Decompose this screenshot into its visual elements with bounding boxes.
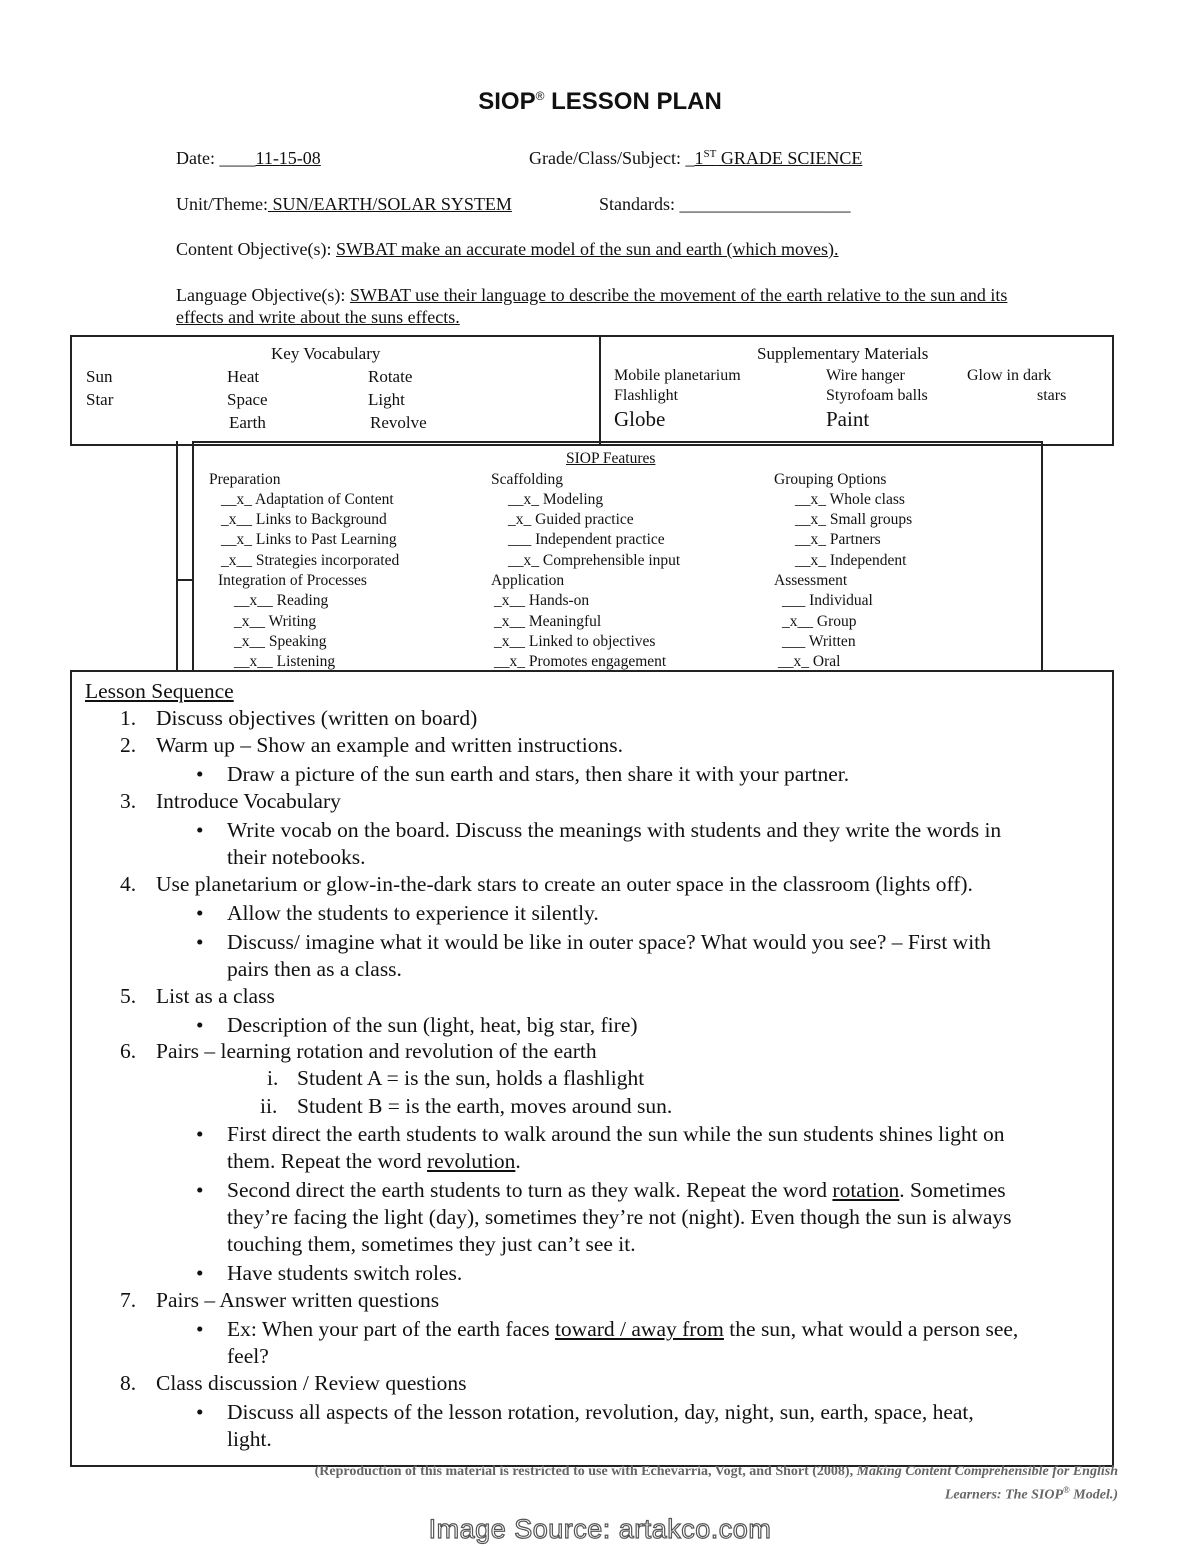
checklist-item: __x_ Promotes engagement bbox=[494, 653, 667, 670]
term-toward-away: toward / away from bbox=[554, 1317, 724, 1341]
copyright-notice-line2: Learners: The SIOP® Model.) bbox=[944, 1485, 1118, 1503]
siop-side-tick bbox=[176, 579, 194, 581]
material-item: Flashlight bbox=[614, 387, 679, 404]
title-siop: SIOP bbox=[478, 88, 536, 115]
step-text: Discuss objectives (written on board) bbox=[156, 706, 478, 730]
bullet-icon: • bbox=[196, 1261, 204, 1285]
vocab-word: Light bbox=[368, 390, 405, 409]
bullet-text: their notebooks. bbox=[227, 845, 366, 869]
language-objective-value-1: SWBAT use their language to describe the movement of the earth relative to the sun and its bbox=[349, 285, 1008, 305]
bullet-text: Discuss/ imagine what it would be like in outer space? What would you see? – First with bbox=[227, 930, 991, 954]
date-label: Date: ____ bbox=[176, 148, 256, 168]
content-objective-value: SWBAT make an accurate model of the sun and earth (which moves). bbox=[335, 239, 839, 259]
bullet-icon: • bbox=[196, 1178, 204, 1202]
language-objective-value-2: effects and write about the suns effects. bbox=[176, 307, 460, 327]
bullet-text: they’re facing the light (day), sometimes they’re not (night). Even though the sun is always bbox=[227, 1205, 1012, 1229]
step-text: Class discussion / Review questions bbox=[156, 1371, 467, 1395]
bullet-icon: • bbox=[196, 930, 204, 954]
step-number: 8. bbox=[120, 1371, 137, 1395]
checklist-item: ___ Independent practice bbox=[508, 531, 665, 548]
bullet-icon: • bbox=[196, 1317, 204, 1341]
bullet-text: touching them, sometimes they just can’t see it. bbox=[227, 1232, 636, 1256]
material-item: Globe bbox=[614, 407, 666, 431]
step-text: Introduce Vocabulary bbox=[156, 789, 341, 813]
step-number: 1. bbox=[120, 706, 137, 730]
language-objective-label: Language Objective(s): bbox=[176, 285, 350, 305]
bullet-icon: • bbox=[196, 818, 204, 842]
term-revolution: revolution bbox=[427, 1149, 516, 1173]
material-item: Paint bbox=[826, 407, 870, 431]
vocab-word: Space bbox=[227, 390, 268, 409]
grade-value: 1ST GRADE SCIENCE bbox=[694, 148, 863, 168]
sub-item-text: Student B = is the earth, moves around sun. bbox=[297, 1094, 673, 1118]
bullet-icon: • bbox=[196, 1400, 204, 1424]
checklist-item: _x__ Group bbox=[782, 613, 857, 630]
checklist-item: _x__ Links to Background bbox=[221, 511, 387, 528]
bullet-text: Description of the sun (light, heat, big star, fire) bbox=[227, 1013, 638, 1037]
step-text: List as a class bbox=[156, 984, 275, 1008]
step-number: 5. bbox=[120, 984, 137, 1008]
checklist-item: _x__ Speaking bbox=[234, 633, 327, 650]
bullet-text: Have students switch roles. bbox=[227, 1261, 463, 1285]
checklist-item: __x__ Listening bbox=[234, 653, 336, 670]
step-text: Pairs – Answer written questions bbox=[156, 1288, 440, 1312]
step-text: Pairs – learning rotation and revolution of the earth bbox=[156, 1039, 597, 1063]
step-number: 6. bbox=[120, 1039, 137, 1063]
bullet-text: Draw a picture of the sun earth and stars, then share it with your partner. bbox=[227, 762, 850, 786]
checklist-item: _x__ Strategies incorporated bbox=[221, 552, 400, 569]
assessment-heading: Assessment bbox=[774, 572, 848, 589]
bullet-text: Allow the students to experience it silently. bbox=[227, 901, 599, 925]
checklist-item: __x_ Small groups bbox=[795, 511, 913, 528]
step-text: Use planetarium or glow-in-the-dark stars to create an outer space in the classroom (lights off). bbox=[156, 872, 973, 896]
language-objective bbox=[176, 285, 1007, 306]
checklist-item: __x_ Links to Past Learning bbox=[221, 531, 397, 548]
checklist-item: _x_ Guided practice bbox=[508, 511, 634, 528]
step-number: 7. bbox=[120, 1288, 137, 1312]
step-number: 4. bbox=[120, 872, 137, 896]
material-item: Mobile planetarium bbox=[614, 367, 741, 384]
bullet-text: light. bbox=[227, 1427, 272, 1451]
vocab-word: Star bbox=[86, 390, 114, 409]
unit-label: Unit/Theme: bbox=[176, 194, 268, 214]
checklist-item: _x__ Hands-on bbox=[494, 592, 590, 609]
key-vocabulary-heading: Key Vocabulary bbox=[271, 344, 381, 363]
roman-numeral: i. bbox=[267, 1066, 279, 1090]
material-item: stars bbox=[1037, 387, 1067, 404]
checklist-item: __x_ Partners bbox=[795, 531, 881, 548]
vocab-word: Rotate bbox=[368, 367, 413, 386]
image-source-watermark: Image Source: artakco.com bbox=[428, 1514, 772, 1544]
checklist-item: ___ Written bbox=[782, 633, 856, 650]
step-number: 3. bbox=[120, 789, 137, 813]
lesson-sequence-heading: Lesson Sequence bbox=[85, 679, 234, 703]
preparation-heading: Preparation bbox=[209, 471, 281, 488]
content-objective bbox=[176, 239, 838, 260]
bullet-text: Second direct the earth students to turn as they walk. Repeat the word rotation. Sometimes bbox=[227, 1178, 1006, 1202]
roman-numeral: ii. bbox=[260, 1094, 278, 1118]
date-field bbox=[176, 148, 321, 169]
checklist-item: __x_ Oral bbox=[778, 653, 841, 670]
vocab-divider bbox=[599, 335, 601, 444]
material-item: Styrofoam balls bbox=[826, 387, 928, 404]
copyright-notice-line1: (Reproduction of this material is restricted to use with Echevarria, Vogt, and Short (2008), Making Content Comprehensible for English bbox=[314, 1464, 1118, 1479]
bullet-icon: • bbox=[196, 762, 204, 786]
material-item: Wire hanger bbox=[826, 367, 905, 384]
grade-label: Grade/Class/Subject: _ bbox=[529, 148, 695, 168]
integration-heading: Integration of Processes bbox=[218, 572, 367, 589]
standards-field: Standards: ___________________ bbox=[599, 194, 851, 214]
title-rest: LESSON PLAN bbox=[551, 88, 722, 115]
unit-value: SUN/EARTH/SOLAR SYSTEM bbox=[267, 194, 512, 214]
bullet-text: pairs then as a class. bbox=[227, 957, 402, 981]
page-title bbox=[0, 88, 1200, 116]
checklist-item: _x__ Meaningful bbox=[494, 613, 602, 630]
checklist-item: __x_ Whole class bbox=[795, 491, 905, 508]
siop-features-heading: SIOP Features bbox=[566, 450, 656, 467]
bullet-text: feel? bbox=[227, 1344, 269, 1368]
step-number: 2. bbox=[120, 733, 137, 757]
bullet-text: Ex: When your part of the earth faces toward / away from the sun, what would a person see, bbox=[227, 1317, 1019, 1341]
application-heading: Application bbox=[491, 572, 565, 589]
vocab-word: Revolve bbox=[370, 413, 427, 432]
bullet-text: Write vocab on the board. Discuss the meanings with students and they write the words in bbox=[227, 818, 1002, 842]
scaffolding-heading: Scaffolding bbox=[491, 471, 564, 488]
checklist-item: __x_ Independent bbox=[795, 552, 907, 569]
checklist-item: __x_ Comprehensible input bbox=[508, 552, 681, 569]
material-item: Glow in dark bbox=[967, 367, 1052, 384]
bullet-text: Discuss all aspects of the lesson rotation, revolution, day, night, sun, earth, space, heat, bbox=[227, 1400, 974, 1424]
content-objective-label: Content Objective(s): bbox=[176, 239, 336, 259]
siop-side-line bbox=[176, 441, 178, 671]
vocab-word: Earth bbox=[229, 413, 266, 432]
checklist-item: __x_ Adaptation of Content bbox=[221, 491, 394, 508]
checklist-item: _x__ Linked to objectives bbox=[494, 633, 656, 650]
bullet-icon: • bbox=[196, 1122, 204, 1146]
checklist-item: ___ Individual bbox=[782, 592, 873, 609]
bullet-icon: • bbox=[196, 901, 204, 925]
supplementary-heading: Supplementary Materials bbox=[757, 344, 929, 363]
bullet-text: them. Repeat the word revolution. bbox=[227, 1149, 521, 1173]
grouping-heading: Grouping Options bbox=[774, 471, 887, 488]
vocab-word: Heat bbox=[227, 367, 260, 386]
step-text: Warm up – Show an example and written instructions. bbox=[156, 733, 623, 757]
bullet-text: First direct the earth students to walk around the sun while the sun students shines light on bbox=[227, 1122, 1005, 1146]
grade-field bbox=[529, 148, 862, 169]
sub-item-text: Student A = is the sun, holds a flashlight bbox=[297, 1066, 645, 1090]
date-value: 11-15-08 bbox=[255, 148, 321, 168]
bullet-icon: • bbox=[196, 1013, 204, 1037]
checklist-item: _x__ Writing bbox=[234, 613, 317, 630]
checklist-item: __x_ Modeling bbox=[508, 491, 604, 508]
registered-mark: ® bbox=[535, 89, 545, 103]
vocab-word: Sun bbox=[86, 367, 113, 386]
term-rotation: rotation bbox=[832, 1178, 900, 1202]
checklist-item: __x__ Reading bbox=[234, 592, 329, 609]
unit-field bbox=[176, 194, 512, 215]
